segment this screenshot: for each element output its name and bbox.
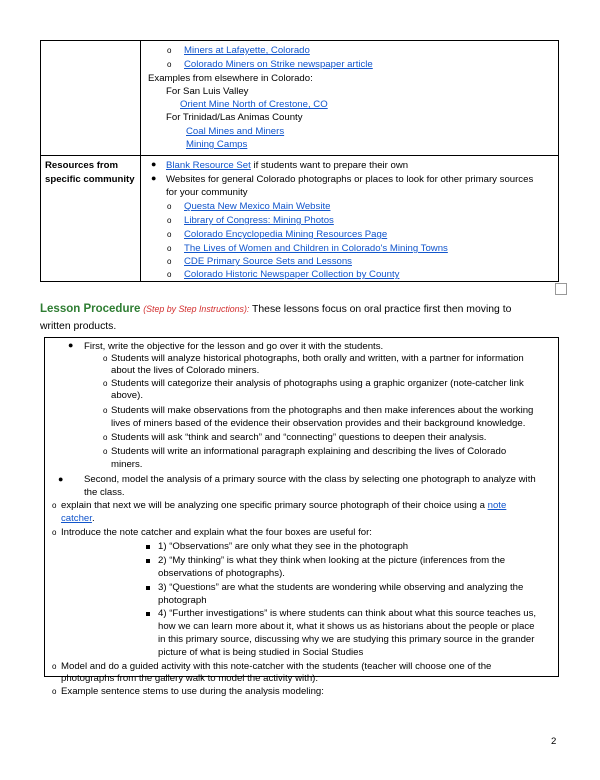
resource-bullet-2-line2: for your community: [166, 187, 248, 198]
sentence-stems: Example sentence stems to use during the analysis modeling:: [61, 686, 324, 697]
procedure-subtitle: (Step by Step Instructions):: [143, 304, 250, 314]
link-women-children[interactable]: The Lives of Women and Children in Colorado's Mining Towns: [184, 243, 448, 254]
bullet-square-icon: [146, 586, 150, 590]
link-blank-resource-set[interactable]: Blank Resource Set: [166, 160, 251, 171]
box-3-line2: photograph: [158, 595, 207, 606]
bullet-circle-icon: o: [103, 447, 108, 456]
resources-label-line2: specific community: [45, 174, 135, 185]
explain-line2: [61, 513, 95, 525]
box-3-line1: 3) “Questions” are what the students are wondering while observing and analyzing the: [158, 582, 524, 593]
procedure-intro-line2: written products.: [40, 321, 117, 332]
resource-bullet-1-text: if students want to prepare their own: [250, 160, 409, 171]
box-4-line3: in this primary source, discussing why we are studying this primary source in the grander: [158, 634, 535, 645]
bullet-circle-icon: o: [52, 528, 57, 537]
bullet-dot-icon: ●: [58, 474, 64, 484]
link-questa[interactable]: Questa New Mexico Main Website: [184, 201, 331, 212]
link-loc-mining-photos[interactable]: Library of Congress: Mining Photos: [184, 215, 334, 226]
model-line2: photographs from the gallery walk to model the activity with).: [61, 673, 319, 684]
bullet-circle-icon: o: [167, 270, 172, 279]
link-miners-lafayette[interactable]: Miners at Lafayette, Colorado: [184, 45, 310, 56]
bullet-dot-icon: ●: [151, 173, 157, 183]
bullet-square-icon: [146, 612, 150, 616]
bullet-circle-icon: o: [103, 433, 108, 442]
link-note-catcher-cont[interactable]: catcher: [61, 513, 92, 524]
objective-3-line2: lives of miners based of the evidence their observation provides and their background knowledge.: [111, 418, 526, 429]
explain-text: explain that next we will be analyzing one specific primary source photograph of their choice using a: [61, 500, 488, 511]
bullet-circle-icon: o: [52, 501, 57, 510]
table-column-divider: [140, 40, 141, 282]
bullet-square-icon: [146, 559, 150, 563]
box-1-observations: 1) “Observations” are only what they see in the photograph: [158, 541, 409, 552]
objective-2-line1: Students will categorize their analysis of photographs using a graphic organizer (note-catcher link: [111, 378, 524, 389]
box-2-line2: observations of photographs).: [158, 568, 285, 579]
resource-bullet-2-line1: Websites for general Colorado photographs or places to look for other primary sources: [166, 174, 534, 185]
step-first: First, write the objective for the lesson and go over it with the students.: [84, 341, 384, 352]
procedure-heading: [40, 302, 511, 317]
box-4-line4: picture of what is being studied in Social Studies: [158, 647, 364, 658]
objective-4: Students will ask “think and search” and “connecting” questions to deepen their analysis.: [111, 432, 487, 443]
trinidad-label: For Trinidad/Las Animas County: [166, 112, 303, 123]
bullet-circle-icon: o: [167, 202, 172, 211]
bullet-circle-icon: o: [167, 216, 172, 225]
link-cde-primary-source[interactable]: CDE Primary Source Sets and Lessons: [184, 256, 352, 267]
model-line1: Model and do a guided activity with this note-catcher with the students (teacher will choose one of the: [61, 661, 492, 672]
bullet-square-icon: [146, 545, 150, 549]
resource-bullet-1: [166, 160, 408, 172]
bullet-circle-icon: o: [167, 230, 172, 239]
explain-tail: .: [91, 513, 95, 524]
san-luis-label: For San Luis Valley: [166, 86, 249, 97]
box-2-line1: 2) “My thinking” is what they think when looking at the picture (inferences from the: [158, 555, 506, 566]
examples-intro: Examples from elsewhere in Colorado:: [148, 73, 313, 84]
bullet-circle-icon: o: [167, 46, 172, 55]
table-top-border: [40, 40, 559, 41]
link-mining-camps[interactable]: Mining Camps: [186, 139, 248, 150]
bullet-circle-icon: o: [103, 406, 108, 415]
procedure-title: Lesson Procedure: [40, 303, 141, 315]
box-4-line1: 4) “Further investigations” is where students can think about what this source teaches us,: [158, 608, 537, 619]
introduce-note-catcher: Introduce the note catcher and explain what the four boxes are useful for:: [61, 527, 372, 538]
bullet-circle-icon: o: [52, 662, 57, 671]
resources-label-line1: Resources from: [45, 160, 119, 171]
bullet-dot-icon: ●: [68, 340, 74, 350]
link-coal-mines[interactable]: Coal Mines and Miners: [186, 126, 285, 137]
objective-1-line1: Students will analyze historical photographs, both orally and written, with a partner for information: [111, 353, 524, 364]
step-second-line2: the class.: [84, 487, 125, 498]
bullet-circle-icon: o: [103, 354, 108, 363]
bullet-circle-icon: o: [167, 60, 172, 69]
box-4-line2: how we can learn more about it, what it shows us as historians about the people or place: [158, 621, 535, 632]
link-orient-mine[interactable]: Orient Mine North of Crestone, CO: [180, 99, 328, 110]
bullet-dot-icon: ●: [151, 159, 157, 169]
link-note-catcher[interactable]: note: [487, 500, 507, 511]
objective-3-line1: Students will make observations from the photographs and then make inferences about the working: [111, 405, 534, 416]
procedure-intro: These lessons focus on oral practice first then moving to: [249, 304, 512, 315]
table-row-divider: [40, 155, 559, 156]
objective-2-line2: above).: [111, 390, 143, 401]
objective-5-line1: Students will write an informational paragraph explaining and describing the lives of Colorado: [111, 446, 507, 457]
step-second-line1: Second, model the analysis of a primary source with the class by selecting one photograph to analyze with: [84, 474, 536, 485]
table-right-border: [558, 40, 559, 282]
bullet-circle-icon: o: [167, 244, 172, 253]
page-number: 2: [551, 736, 557, 747]
link-miners-strike-article[interactable]: Colorado Miners on Strike newspaper article: [184, 59, 373, 70]
link-historic-newspaper[interactable]: Colorado Historic Newspaper Collection by County: [184, 269, 400, 280]
bullet-circle-icon: o: [167, 257, 172, 266]
objective-5-line2: miners.: [111, 459, 143, 470]
link-colorado-encyclopedia[interactable]: Colorado Encyclopedia Mining Resources Page: [184, 229, 388, 240]
table-bottom-border: [40, 281, 559, 282]
floating-box-icon: [555, 283, 567, 295]
objective-1-line2: about the lives of Colorado miners.: [111, 365, 260, 376]
explain-line1: [61, 500, 506, 512]
bullet-circle-icon: o: [52, 687, 57, 696]
bullet-circle-icon: o: [103, 379, 108, 388]
table-left-border: [40, 40, 41, 282]
